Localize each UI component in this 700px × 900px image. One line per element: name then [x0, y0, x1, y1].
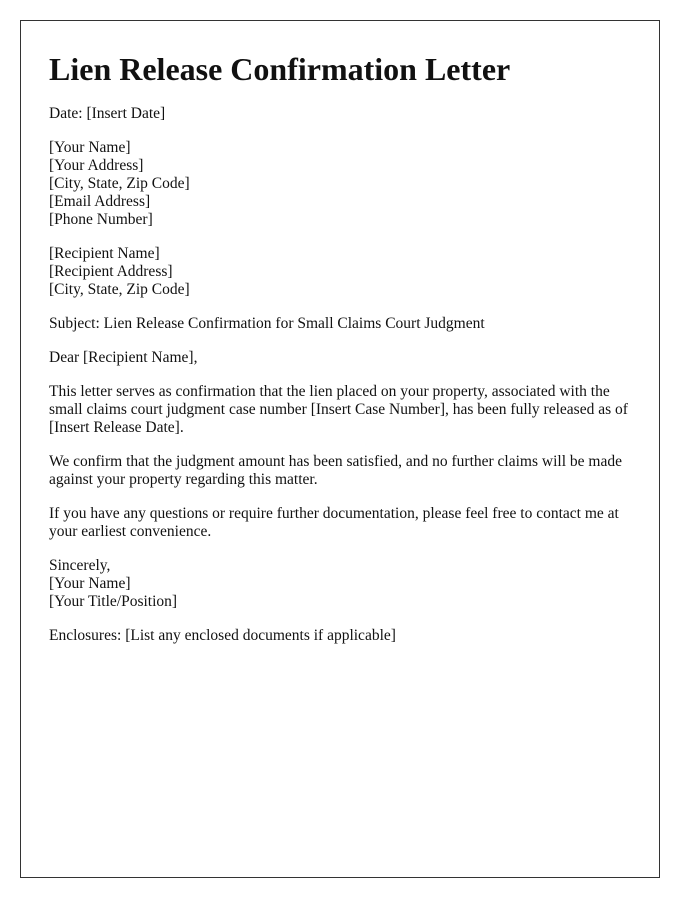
enclosures-line: Enclosures: [List any enclosed documents if applicable]: [49, 627, 396, 644]
sender-city-state-zip: [City, State, Zip Code]: [49, 175, 190, 192]
body-paragraph-3: If you have any questions or require further documentation, please feel free to contact me at your earliest convenience.: [49, 505, 619, 540]
closing-salutation: Sincerely,: [49, 557, 111, 574]
body-paragraph-1: This letter serves as confirmation that the lien placed on your property, associated with the small claims court judgment case number [Insert Case Number], has been fully released as of [Insert Release Date].: [49, 383, 628, 436]
date-line: Date: [Insert Date]: [49, 105, 166, 122]
body-paragraph-2: We confirm that the judgment amount has been satisfied, and no further claims will be made against your property regarding this matter.: [49, 453, 622, 488]
recipient-city-state-zip: [City, State, Zip Code]: [49, 281, 190, 298]
sender-email: [Email Address]: [49, 193, 151, 210]
closing-block: [49, 557, 631, 611]
sender-address: [Your Address]: [49, 157, 144, 174]
sender-phone: [Phone Number]: [49, 211, 153, 228]
greeting: Dear [Recipient Name],: [49, 349, 198, 366]
letter-page: [20, 20, 660, 878]
recipient-address: [Recipient Address]: [49, 263, 173, 280]
subject-line: Subject: Lien Release Confirmation for Small Claims Court Judgment: [49, 315, 485, 332]
letter-title: Lien Release Confirmation Letter: [49, 51, 511, 87]
closing-name: [Your Name]: [49, 575, 131, 592]
recipient-block: [49, 245, 631, 299]
closing-title: [Your Title/Position]: [49, 593, 178, 610]
recipient-name: [Recipient Name]: [49, 245, 160, 262]
sender-block: [49, 139, 631, 229]
sender-name: [Your Name]: [49, 139, 131, 156]
